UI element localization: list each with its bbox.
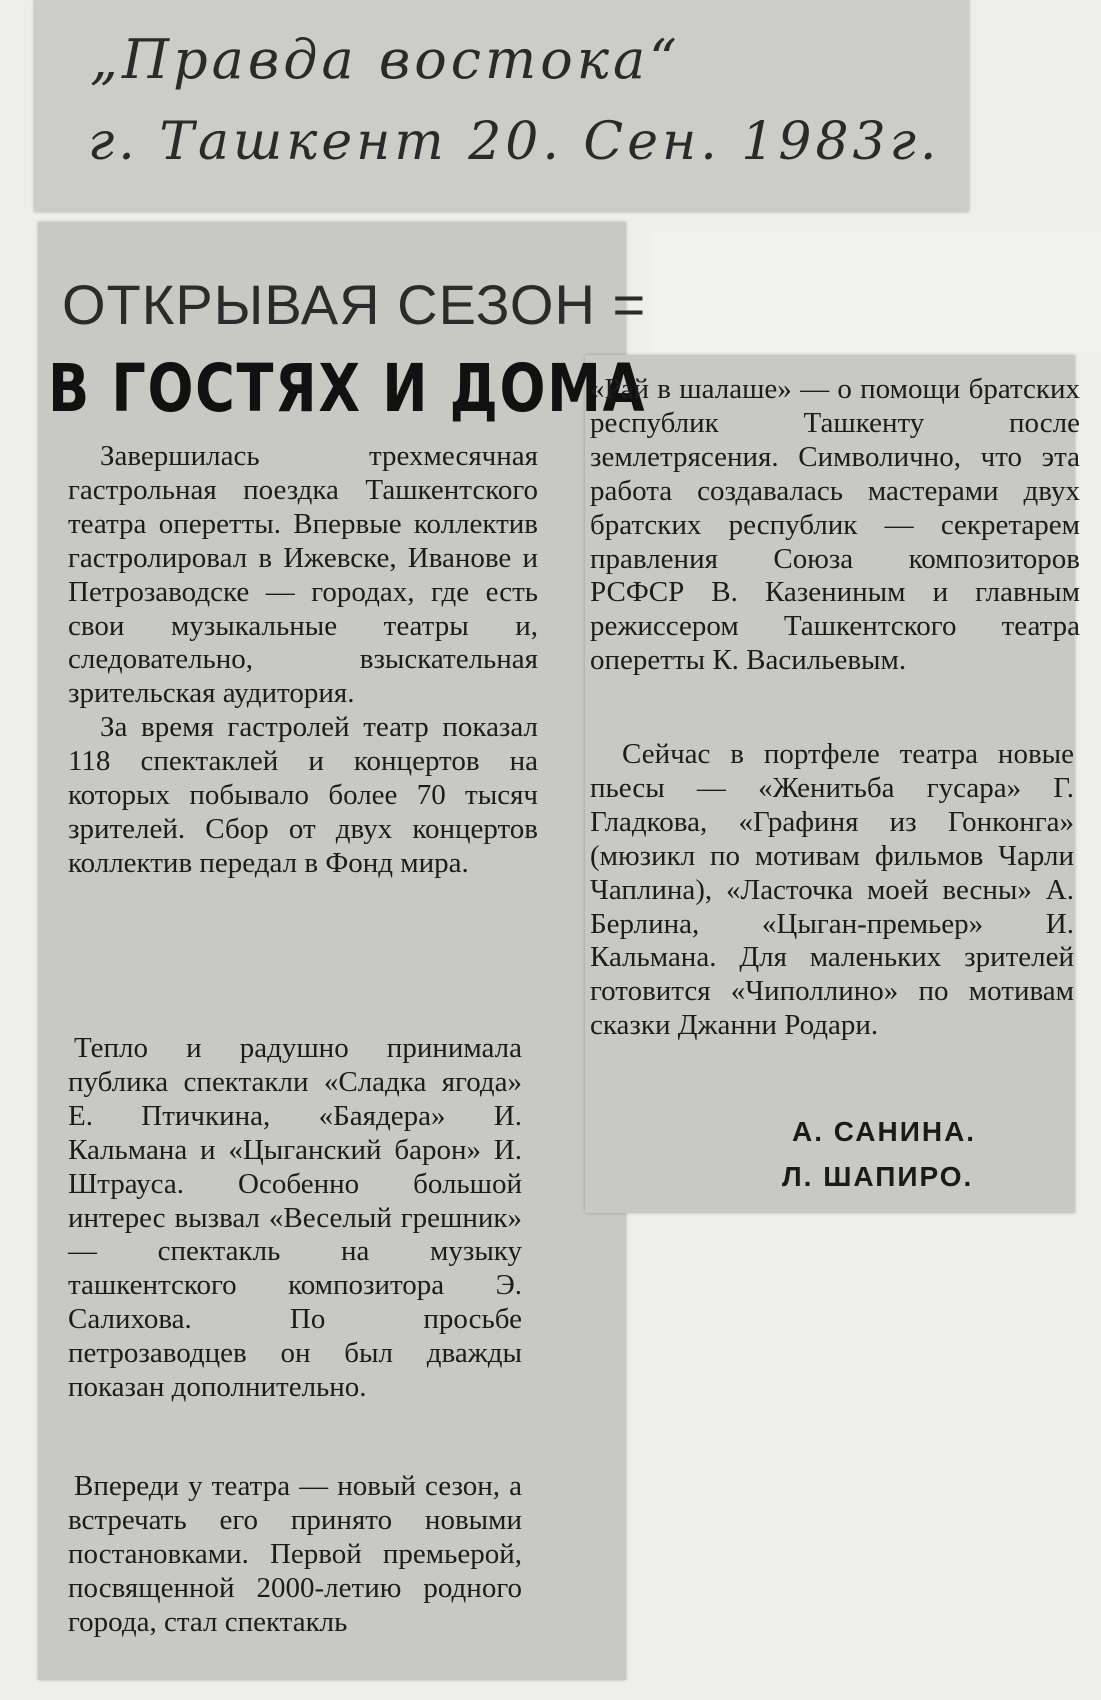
paragraph: Впереди у театра — новый сезон, а встречать его принято новыми постановками. Первой премьерой, посвященной 2000-летию родного города, стал спектакль — [68, 1470, 522, 1638]
paragraph: «Рай в шалаше» — о помощи братских республик Ташкенту после землетрясения. Символично, что эта работа создавалась мастерами двух братских республик — секретарем правления Союза композиторов РСФСР В. Казениным и главным режиссером Ташкентского театра оперетты К. Васильевым. — [590, 373, 1080, 677]
article-body-part2 — [68, 1032, 522, 1405]
article-body-part5 — [590, 738, 1074, 1043]
article-body-part4 — [590, 373, 1080, 678]
paragraph: Тепло и радушно принимала публика спектакли «Сладка ягода» Е. Птичкина, «Баядера» И. Кальмана и «Цыганский барон» И. Штрауса. Особенно большой интерес вызвал «Веселый грешник» — спектакль на музыку ташкентского композитора Э. Салихова. По просьбе петрозаводцев он был дважды показан дополнительно. — [68, 1032, 522, 1404]
article-body-part1 — [68, 440, 538, 881]
article-body-part3 — [68, 1470, 522, 1640]
paragraph: За время гастролей театр показал 118 спектаклей и концертов на которых побывало более 70 тысяч зрителей. Сбор от двух концертов коллектив передал в Фонд мира. — [68, 711, 538, 879]
handwritten-source: „Правда востока“ — [90, 28, 681, 91]
rubric-title: ОТКРЫВАЯ СЕЗОН = — [62, 273, 647, 336]
paper-patch — [652, 232, 1101, 352]
paragraph: Сейчас в портфеле театра новые пьесы — «Женитьба гусара» Г. Гладкова, «Графиня из Гонконга» (мюзикл по мотивам фильмов Чарли Чаплина), «Ласточка моей весны» А. Берлина, «Цыган-премьер» И. Кальмана. Для маленьких зрителей готовится «Чиполлино» по мотивам сказки Джанни Родари. — [590, 738, 1074, 1042]
article-headline: В ГОСТЯХ И ДОМА — [48, 350, 647, 427]
author-signature: Л. ШАПИРО. — [782, 1161, 974, 1192]
author-signature: А. САНИНА. — [792, 1116, 977, 1147]
handwritten-date-place: г. Ташкент 20. Сен. 1983г. — [88, 112, 941, 172]
paragraph: Завершилась трехмесячная гастрольная поездка Ташкентского театра оперетты. Впервые коллектив гастролировал в Ижевске, Иванове и Петрозаводске — городах, где есть свои музыкальные театры и, следовательно, взыскательная зрительская аудитория. — [68, 440, 538, 710]
